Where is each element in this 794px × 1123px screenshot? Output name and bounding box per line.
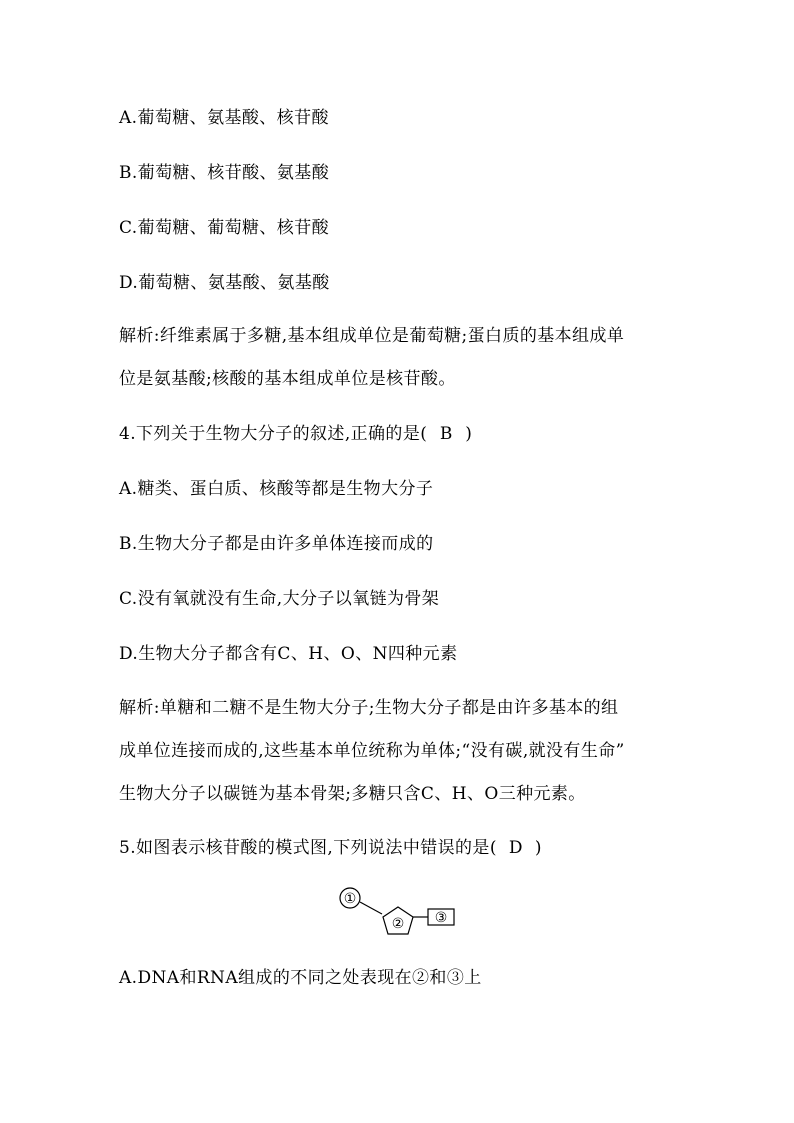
q3-option-a: A.葡萄糖、氨基酸、核苷酸 [119,108,329,128]
q4-analysis-line-1: 解析:单糖和二糖不是生物大分子;生物大分子都是由许多基本的组 [119,698,619,718]
q4-option-d: D.生物大分子都含有C、H、O、N四种元素 [119,644,458,664]
nucleotide-diagram [330,880,470,940]
connector-phosphate-sugar [360,902,382,914]
q3-option-b: B.葡萄糖、核苷酸、氨基酸 [119,163,330,183]
q4-option-c: C.没有氧就没有生命,大分子以氧链为骨架 [119,589,440,609]
q4-answer: B [439,424,453,444]
q5-stem-text: 5.如图表示核苷酸的模式图,下列说法中错误的是( [119,838,497,858]
q5-stem [119,837,542,859]
q3-analysis-line-2: 位是氨基酸;核酸的基本组成单位是核苷酸。 [119,369,456,389]
q4-option-a: A.糖类、蛋白质、核酸等都是生物大分子 [119,479,434,499]
q3-analysis-line-1: 解析:纤维素属于多糖,基本组成单位是葡萄糖;蛋白质的基本组成单 [119,326,625,346]
q4-option-b: B.生物大分子都是由许多单体连接而成的 [119,534,434,554]
base-label: ③ [434,910,448,926]
sugar-label: ② [391,916,405,932]
q5-option-a: A.DNA和RNA组成的不同之处表现在②和③上 [119,968,482,988]
q4-stem-close: ) [465,424,473,444]
q4-stem-text: 4.下列关于生物大分子的叙述,正确的是( [119,424,428,444]
q4-analysis-line-3: 生物大分子以碳链为基本骨架;多糖只含C、H、O三种元素。 [119,784,586,804]
q5-answer: D [508,838,523,858]
q3-option-c: C.葡萄糖、葡萄糖、核苷酸 [119,218,330,238]
q4-stem [119,423,472,445]
phosphate-label: ① [343,891,357,907]
q3-option-d: D.葡萄糖、氨基酸、氨基酸 [119,273,330,293]
q4-analysis-line-2: 成单位连接而成的,这些基本单位统称为单体;“没有碳,就没有生命” [119,741,625,761]
q5-stem-close: ) [534,838,542,858]
